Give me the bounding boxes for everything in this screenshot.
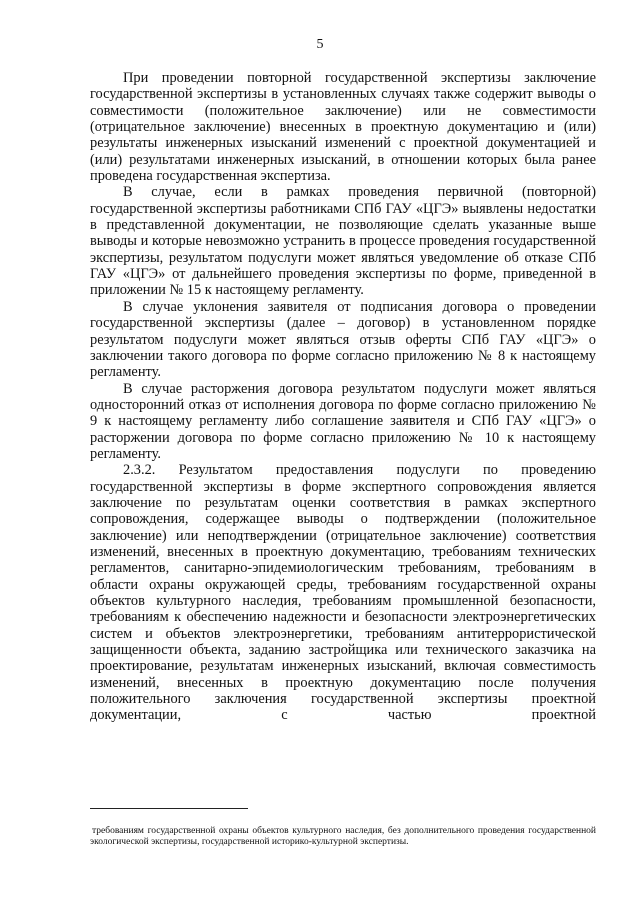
footnote-divider [90, 808, 248, 809]
paragraph-refusal-notice: В случае, если в рамках проведения первичной (повторной) государственной экспертизы работниками СПб ГАУ «ЦГЭ» выявлены недостатки в представленной документации, не позволяющие сделать указанные выше выводы и которые невозможно устранить в процессе проведения государственной экспертизы, результатом подуслуги может являться уведомление об отказе СПб ГАУ «ЦГЭ» от дальнейшего проведения экспертизы по форме, приведенной в приложении № 15 к настоящему регламенту. [90, 184, 596, 299]
footnote-text: требованиям государственной охраны объектов культурного наследия, без дополнительного проведения государственной экологической экспертизы, государственной историко-культурной экспертизы. [90, 826, 596, 847]
page-number: 5 [316, 37, 324, 52]
paragraph-expert-support-result: 2.3.2. Результатом предоставления подуслуги по проведению государственной экспертизы в форме экспертного сопровождения является заключение по результатам оценки соответствия в рамках экспертного сопровождения, содержащее выводы о подтверждении (положительное заключение) или неподтверждении (отрицательное заключение) соответствия изменений, внесенных в проектную документацию, требованиям технических регламентов, санитарно-эпидемиологическим требованиям, требованиям в области охраны окружающей среды, требованиям государственной охраны объектов культурного наследия, требованиям промышленной безопасности, требованиям к обеспечению надежности и безопасности электроэнергетических систем и объектов электроэнергетики, требованиям антитеррористической защищенности объекта, заданию застройщика или технического заказчика на проектирование, результатам инженерных изысканий, включая совместимость изменений, внесенных в проектную документацию после получения положительного заключения государственной экспертизы проектной документации, с частью проектной [90, 462, 596, 724]
paragraph-repeat-expertise: При проведении повторной государственной экспертизы заключение государственной экспертизы в установленных случаях также содержит выводы о совместимости (положительное заключение) или не совместимости (отрицательное заключение) внесенных в проектную документацию и (или) результаты инженерных изысканий изменений с проектной документацией и (или) результатами инженерных изысканий, в отношении которых была ранее проведена государственная экспертиза. [90, 70, 596, 185]
paragraph-offer-withdrawal: В случае уклонения заявителя от подписания договора о проведении государственной экспертизы (далее – договор) в установленном порядке результатом подуслуги может являться отзыв оферты СПб ГАУ «ЦГЭ» о заключении такого договора по форме согласно приложению № 8 к настоящему регламенту. [90, 298, 596, 381]
document-body [90, 70, 596, 724]
paragraph-contract-termination: В случае расторжения договора результатом подуслуги может являться односторонний отказ от исполнения договора по форме согласно приложению № 9 к настоящему регламенту либо соглашение заявителя и СПб ГАУ «ЦГЭ» о расторжении договора по форме согласно приложению № 10 к настоящему регламенту. [90, 380, 596, 462]
